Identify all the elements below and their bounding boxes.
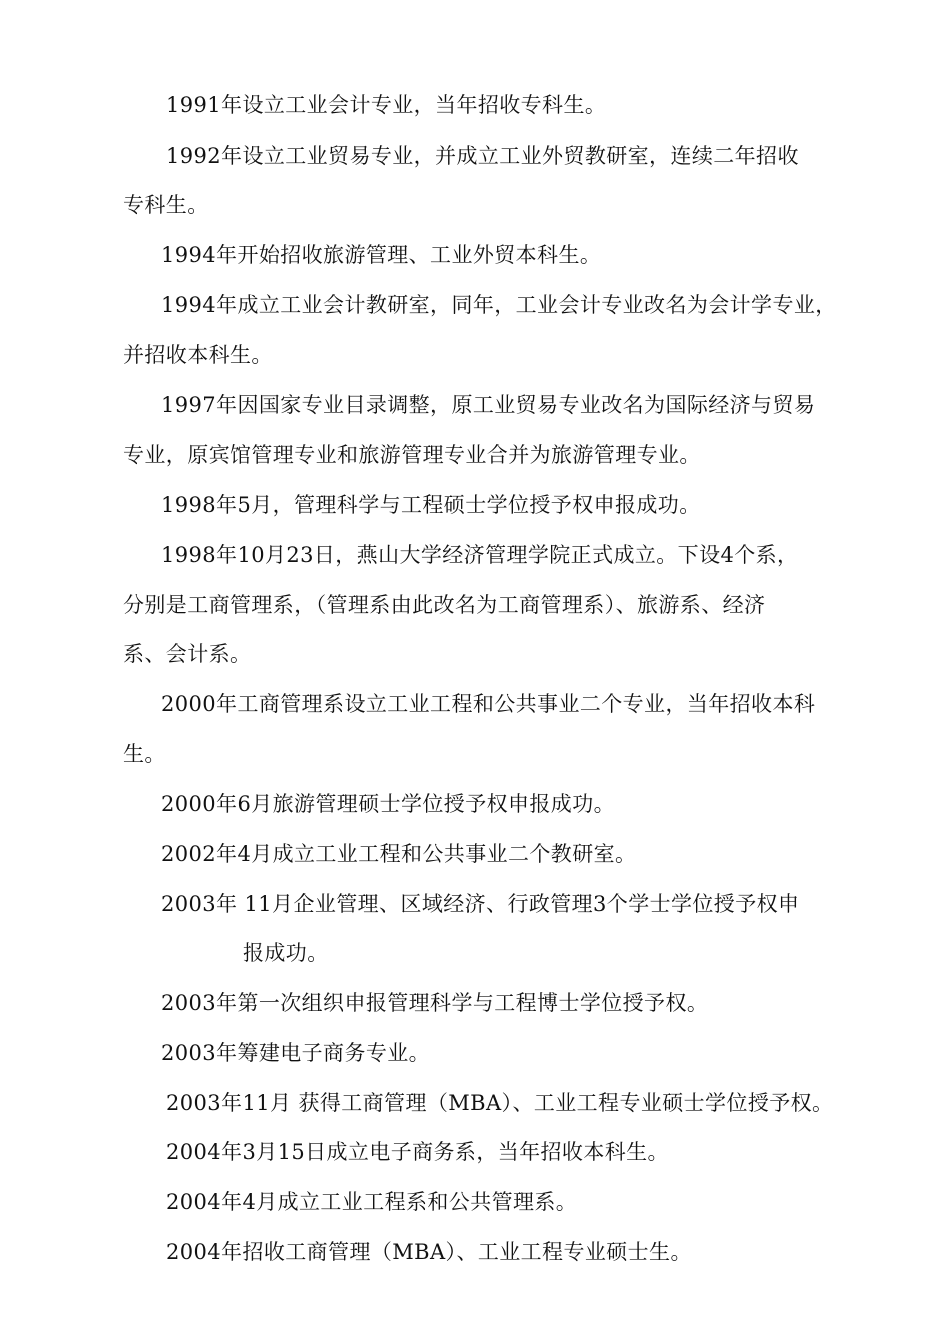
paragraph-line: 报成功。 <box>243 941 329 965</box>
paragraph-line: 并招收本科生。 <box>123 343 273 367</box>
paragraph-line: 1998年5月，管理科学与工程硕士学位授予权申报成功。 <box>161 493 701 517</box>
paragraph-line: 2003年筹建电子商务专业。 <box>161 1041 431 1065</box>
paragraph-line: 2003年 11月企业管理、区域经济、行政管理3个学士学位授予权申 <box>161 892 800 916</box>
paragraph-line: 1994年成立工业会计教研室，同年，工业会计专业改名为会计学专业， <box>161 293 837 317</box>
paragraph-line: 2000年6月旅游管理硕士学位授予权申报成功。 <box>161 792 616 816</box>
paragraph-line: 2002年4月成立工业工程和公共事业二个教研室。 <box>161 842 637 866</box>
paragraph-line: 2000年工商管理系设立工业工程和公共事业二个专业，当年招收本科 <box>161 692 816 716</box>
paragraph-line: 2004年4月成立工业工程系和公共管理系。 <box>166 1190 578 1214</box>
paragraph-line: 系、会计系。 <box>123 642 252 666</box>
paragraph-line: 2003年第一次组织申报管理科学与工程博士学位授予权。 <box>161 991 709 1015</box>
paragraph-line: 专科生。 <box>123 193 209 217</box>
paragraph-line: 生。 <box>123 742 166 766</box>
paragraph-line: 1994年开始招收旅游管理、工业外贸本科生。 <box>161 243 602 267</box>
paragraph-line: 分别是工商管理系，（管理系由此改名为工商管理系）、旅游系、经济 <box>123 593 766 617</box>
paragraph-line: 1998年10月23日，燕山大学经济管理学院正式成立。下设4个系， <box>161 543 799 567</box>
paragraph-line: 1991年设立工业会计专业，当年招收专科生。 <box>166 93 607 117</box>
paragraph-line: 1992年设立工业贸易专业，并成立工业外贸教研室，连续二年招收 <box>166 144 799 168</box>
paragraph-line: 2004年招收工商管理（MBA）、工业工程专业硕士生。 <box>166 1240 692 1264</box>
paragraph-line: 专业，原宾馆管理专业和旅游管理专业合并为旅游管理专业。 <box>123 443 701 467</box>
paragraph-line: 1997年因国家专业目录调整，原工业贸易专业改名为国际经济与贸易 <box>161 393 816 417</box>
paragraph-line: 2003年11月 获得工商管理（MBA）、工业工程专业硕士学位授予权。 <box>166 1091 834 1115</box>
paragraph-line: 2004年3月15日成立电子商务系，当年招收本科生。 <box>166 1140 669 1164</box>
